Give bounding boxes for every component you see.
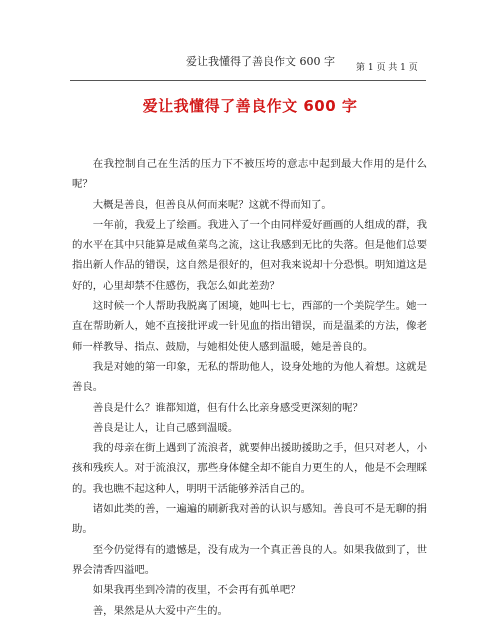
running-header-title: 爱让我懂得了善良作文 600 字 (186, 55, 335, 68)
paragraph: 我是对她的第一印象，无私的帮助他人，设身处地的为他人着想。这就是善良。 (72, 360, 427, 394)
header-divider (70, 80, 426, 81)
document-body (72, 154, 427, 621)
paragraph: 在我控制自己在生活的压力下不被压垮的意志中起到最大作用的是什么呢？ (72, 158, 427, 191)
paragraph: 这时候一个人帮助我脱离了困境，她叫七七，西部的一个美院学生。她一直在帮助新人，她不直接批评或一针见血的指出错误，而是温柔的方法，像老师一样教导、指点、鼓励，与她相处使人感到温暖，她是善良的。 (72, 300, 427, 353)
page-number-indicator: 第 1 页 共 1 页 (356, 63, 418, 73)
document-title: 爱让我懂得了善良作文 600 字 (142, 97, 358, 115)
paragraph: 诸如此类的善，一遍遍的刷新我对善的认识与感知。善良可不是无聊的捐助。 (72, 503, 427, 536)
paragraph: 善良是什么？谁都知道，但有什么比亲身感受更深刻的呢？ (92, 401, 363, 414)
paragraph: 至今仍觉得有的遗憾是，没有成为一个真正善良的人。如果我做到了，世界会清香四溢吧。 (72, 543, 427, 576)
paragraph: 大概是善良，但善良从何而来呢？这就不得而知了。 (92, 198, 332, 211)
paragraph: 一年前，我爱上了绘画。我进入了一个由同样爱好画画的人组成的群，我的水平在其中只能算是咸鱼菜鸟之流，这让我感到无比的失落。但是他们总要指出新人作品的错误，这自然是很好的，但对我来说却十分恐惧。明知道这是好的，心里却禁不住感伤，我怎么如此差劲？ (72, 218, 427, 292)
paragraph: 我的母亲在街上遇到了流浪者，就要伸出援助援助之手，但只对老人，小孩和残疾人。对于流浪汉，那些身体健全却不能自力更生的人，他是不会理睬的。我也瞧不起这种人，明明干活能够养活自己的。 (72, 442, 427, 495)
paragraph: 善良是让人，让自己感到温暖。 (92, 421, 239, 434)
paragraph: 如果我再坐到冷清的夜里，不会再有孤单吧？ (92, 584, 301, 597)
paragraph: 善，果然是从大爱中产生的。 (92, 604, 228, 617)
